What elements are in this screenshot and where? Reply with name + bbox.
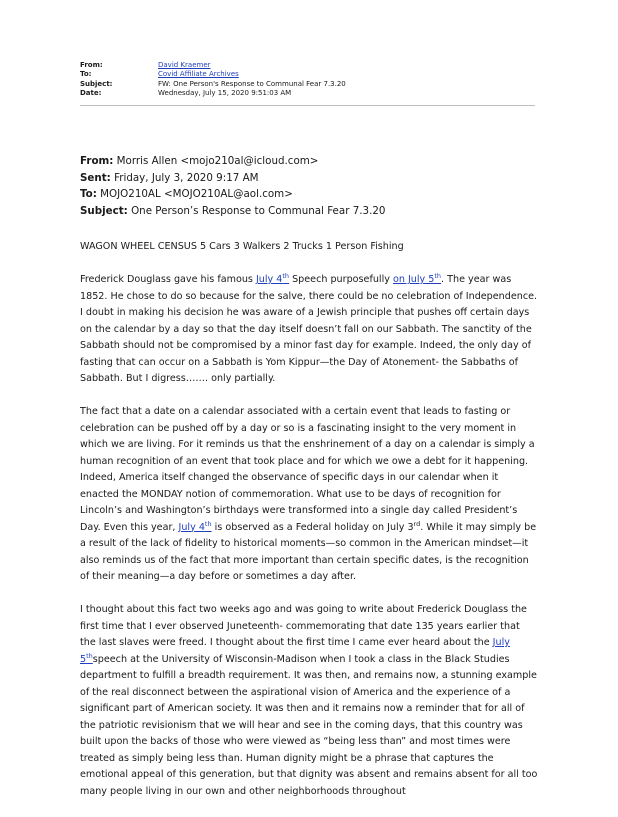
forwarded-header [80,153,385,219]
on-july-5th-link-sup[interactable]: th [434,272,442,280]
july-4th-link-2-sup[interactable]: th [204,519,212,528]
july-4th-link-2-text[interactable]: July 4 [178,521,205,533]
on-july-5th-link[interactable] [393,274,441,285]
header-divider [80,105,535,106]
header-to-label: To: [80,70,92,79]
forwarded-subject-row [80,203,385,220]
forwarded-from-row [80,153,385,170]
email-header [80,61,346,98]
header-subject-label: Subject: [80,79,113,88]
forwarded-to-label: To: [80,188,97,200]
email-body [80,239,538,817]
july-5th-link-sup[interactable]: th [86,651,93,660]
july-4th-link-2[interactable] [178,519,212,533]
forwarded-from-value: Morris Allen <mojo210al@icloud.com> [116,155,319,167]
forwarded-subject-value: One Person’s Response to Communal Fear 7.3.20 [131,204,386,217]
paragraph-3 [80,602,538,800]
forwarded-from-label: From: [80,155,114,167]
p2-text-a: The fact that a date on a calendar associated with a certain event that leads to fasting or celebration can be pushed off by a day or so is a fascinating insight to the very moment in which we are living. For it reminds us that the enshrinement of a day on a calendar is simply a human recognition of an event that took place and for which we owe a debt for it happening. Indeed, America itself changed the observance of specific days in our calendar when it enacted the MONDAY notion of commemoration. What use to be days of recognition for Lincoln’s and Washington’s birthdays were transformed into a single day called President’s Day. Even this year, [80,406,535,533]
paragraph-2 [80,404,538,586]
header-from-label: From: [80,61,103,69]
forwarded-sent-label: Sent: [80,171,111,184]
header-from-link[interactable]: David Kraemer [158,61,211,69]
p2-text-b-sup: rd [413,519,421,528]
p1-text-c: . The year was 1852. He chose to do so because for the salve, there could be no celebration of Independence. I doubt in making his decision he was aware of a Jewish principle that pushes off certain days on the calendar by a day so that the day itself doesn’t fall on our Sabbath. The sanctity of the Sabbath should not be compromised by a minor fast day for example. Indeed, the only day of fasting that can occur on a Sabbath is Yom Kippur—the Day of Atonement- the Sabbaths of Sabbath. But I digress……. only partially. [80,274,538,384]
header-to-row [80,70,346,79]
header-date-value: Wednesday, July 15, 2020 9:51:03 AM [158,88,292,97]
forwarded-subject-label: Subject: [80,204,128,217]
header-to-link[interactable]: Covid Affiliate Archives [158,70,239,79]
on-july-5th-link-text[interactable]: on July 5 [392,274,435,285]
p3-text-b: speech at the University of Wisconsin-Madison when I took a class in the Black Studies department to fulfill a breadth requirement. It was then, and remains now, a stunning example of the real disconnect between the aspirational vision of America and the experience of a significant part of American society. It was then and it remains now a reminder that for all of the patriotic revisionism that we will hear and see in the coming days, that this country was built upon the backs of those who were viewed as “being less than” and most times were treated as simply being less than. Human dignity might be a phrase that captures the emotional appeal of this generation, but that dignity was absent and remains absent for all too many people living in our own and other neighborhoods throughout [80,653,538,797]
header-from-row [80,61,346,70]
july-4th-link-sup[interactable]: th [282,272,290,280]
july-4th-link[interactable] [256,274,289,285]
header-date-label: Date: [80,88,102,97]
p3-text-a: I thought about this fact two weeks ago and was going to write about Frederick Douglass the first time that I ever observed Juneteenth- commemorating that date 135 years earlier that the last slaves were freed. I thought about the first time I came ever heard about the [80,604,527,648]
p1-text-b: Speech purposefully [289,274,393,285]
p2-text-b: is observed as a Federal holiday on July 3 [211,521,414,533]
forwarded-to-value: MOJO210AL <MOJO210AL@aol.com> [100,188,293,200]
header-subject-value: FW: One Person's Response to Communal Fear 7.3.20 [158,79,346,88]
forwarded-to-row [80,186,385,203]
july-5th-link-text[interactable]: July 5 [80,637,510,665]
header-date-row [80,89,346,98]
header-subject-row [80,80,346,89]
census-line: WAGON WHEEL CENSUS 5 Cars 3 Walkers 2 Trucks 1 Person Fishing [80,241,404,252]
july-4th-link-text[interactable]: July 4 [255,274,283,285]
p1-text-a: Frederick Douglass gave his famous [80,274,256,285]
paragraph-1 [80,272,538,388]
forwarded-sent-value: Friday, July 3, 2020 9:17 AM [114,171,259,184]
forwarded-sent-row [80,170,385,187]
p2-text-c: . While it may simply be a result of the lack of fidelity to historical moments—so common in the American mindset—it also reminds us of the fact that more important than certain specific dates, is the recognition of their meaning—a day before or sometimes a day after. [80,521,537,582]
